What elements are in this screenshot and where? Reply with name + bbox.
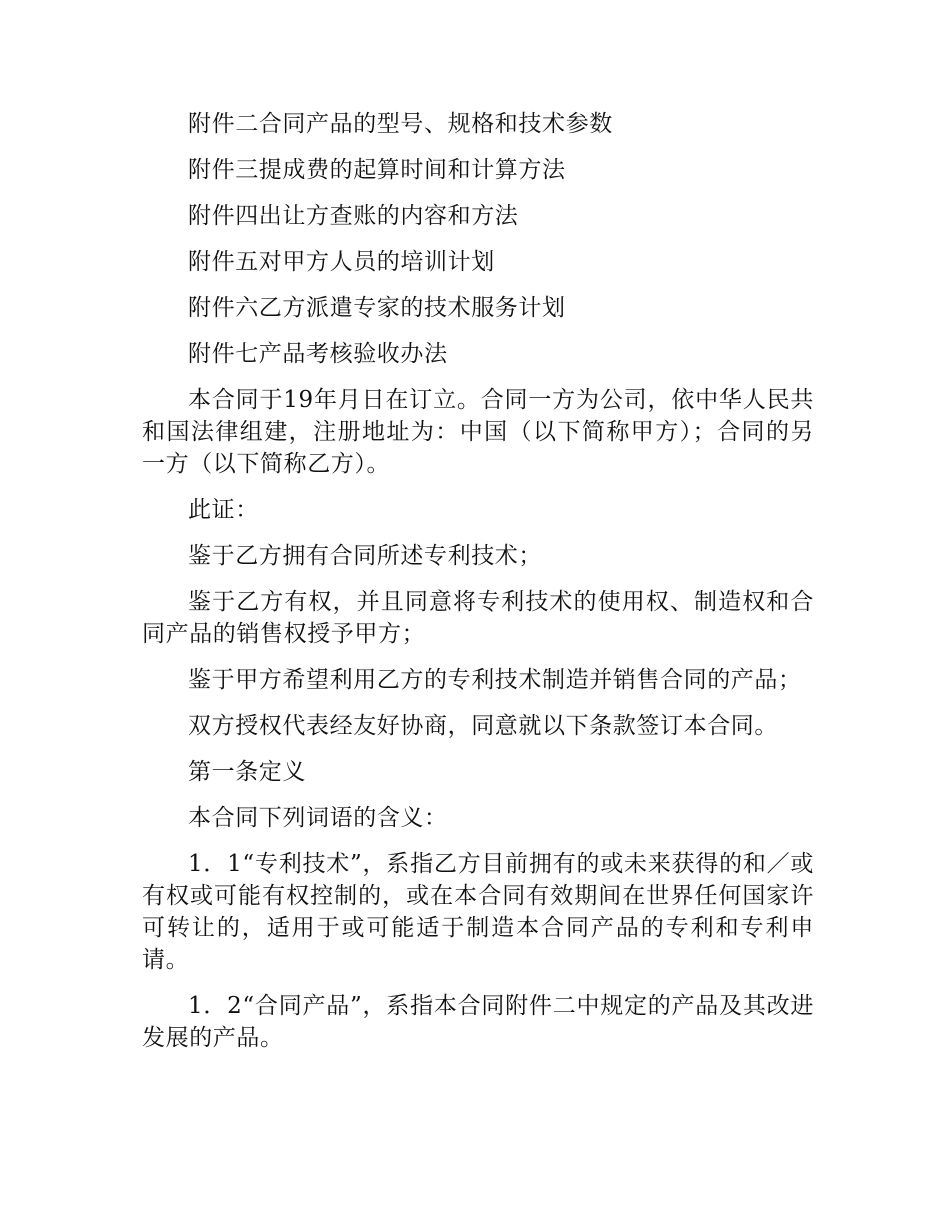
paragraph-whereas-3: 鉴于甲方希望利用乙方的专利技术制造并销售合同的产品； — [188, 667, 802, 693]
article-1-heading: 第一条定义 — [188, 759, 306, 785]
paragraph-whereas-2: 鉴于乙方有权，并且同意将专利技术的使用权、制造权和合同产品的销售权授予甲方； — [142, 589, 814, 647]
document-body — [142, 108, 814, 1068]
paragraph-definitions-intro: 本合同下列词语的含义： — [188, 805, 448, 831]
paragraph-agreement: 双方授权代表经友好协商，同意就以下条款签订本合同。 — [188, 713, 778, 739]
paragraph-annex-4: 附件四出让方查账的内容和方法 — [188, 203, 519, 229]
paragraph-annex-7: 附件七产品考核验收办法 — [188, 341, 448, 367]
clause-1-1: 1．1“专利技术”，系指乙方目前拥有的或未来获得的和／或有权或可能有权控制的，或在本合同有效期间在世界任何国家许可转让的，适用于或可能适于制造本合同产品的专利和专利申请。 — [142, 851, 814, 973]
paragraph-annex-6: 附件六乙方派遣专家的技术服务计划 — [188, 295, 566, 321]
paragraph-annex-3: 附件三提成费的起算时间和计算方法 — [188, 157, 566, 183]
paragraph-annex-5: 附件五对甲方人员的培训计划 — [188, 249, 495, 275]
paragraph-contract-intro: 本合同于19年月日在订立。合同一方为公司，依中华人民共和国法律组建，注册地址为：中国（以下简称甲方）；合同的另一方（以下简称乙方）。 — [142, 387, 814, 477]
clause-1-2: 1．2“合同产品”，系指本合同附件二中规定的产品及其改进发展的产品。 — [142, 993, 814, 1051]
paragraph-whereas-1: 鉴于乙方拥有合同所述专利技术； — [188, 543, 542, 569]
paragraph-witness: 此证： — [188, 497, 259, 523]
paragraph-annex-2: 附件二合同产品的型号、规格和技术参数 — [188, 111, 613, 137]
